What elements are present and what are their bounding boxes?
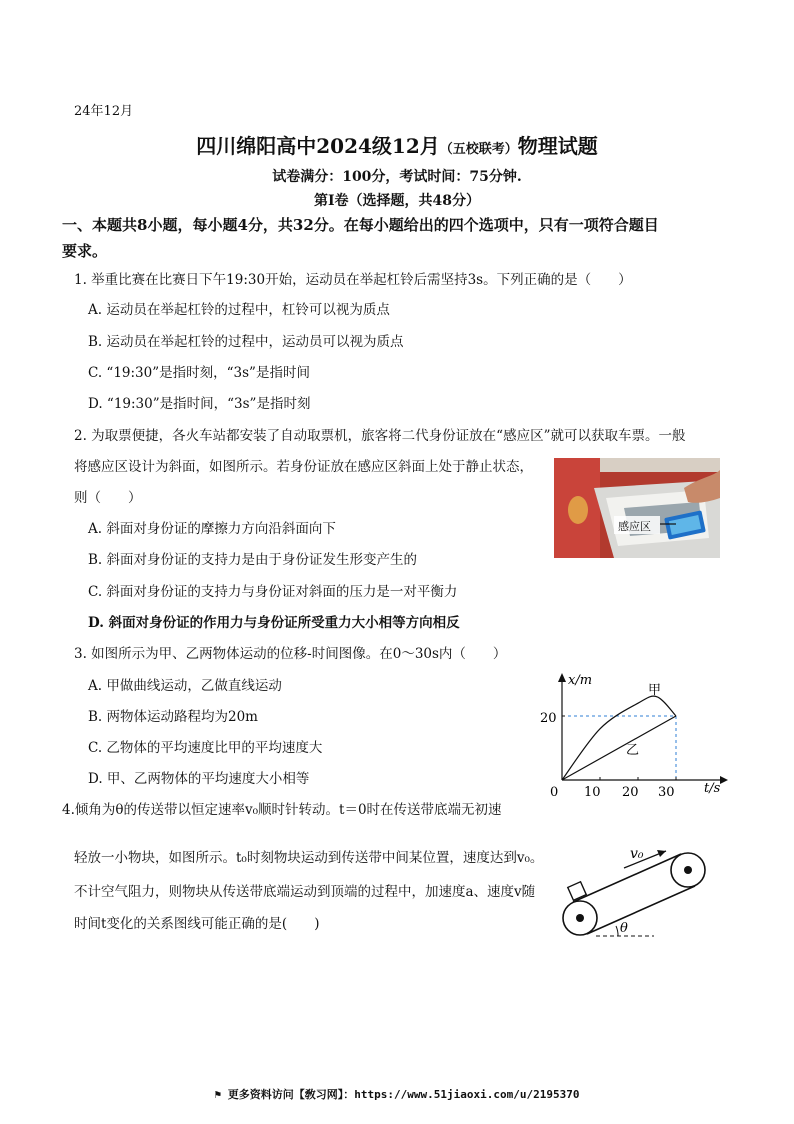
q2-stem-line1: 2. 为取票便捷，各火车站都安装了自动取票机，旅客将二代身份证放在“感应区”就可以获取车票。一般 <box>74 428 686 444</box>
q2-stem-line3: 则（ ） <box>74 490 142 506</box>
q3-option-b: B. 两物体运动路程均为20m <box>88 709 258 725</box>
q4-line4: 时间t变化的关系图线可能正确的是( ) <box>74 916 320 932</box>
q3-option-c: C. 乙物体的平均速度比甲的平均速度大 <box>88 740 323 756</box>
belt-upper-edge <box>573 854 681 902</box>
q2-option-a: A. 斜面对身份证的摩擦力方向沿斜面向下 <box>88 521 336 537</box>
score-line: 试卷满分：100分，考试时间：75分钟. <box>272 169 522 185</box>
title-main-a: 四川绵阳高中2024级12月 <box>196 134 440 158</box>
theta-label: θ <box>620 921 628 936</box>
q3-stem: 3. 如图所示为甲、乙两物体运动的位移-时间图像。在0～30s内（ ） <box>74 646 507 662</box>
footer-text: 更多资料访问【敎习网】：https://www.51jiaoxi.com/u/2195370 <box>227 1088 580 1101</box>
bottom-roller-axle <box>576 914 584 922</box>
photo-label-sensor-area: 感应区 <box>618 520 651 533</box>
q2-stem-line2: 将感应区设计为斜面，如图所示。若身份证放在感应区斜面上处于静止状态， <box>74 459 533 475</box>
xt-graph <box>540 670 730 800</box>
graph-origin: 0 <box>550 785 559 800</box>
title-main-b: 物理试题 <box>517 134 598 158</box>
series-yi-line <box>562 716 676 780</box>
top-roller-axle <box>684 866 692 874</box>
section-instruction-line1: 一、本题共8小题，每小题4分，共32分。在每小题给出的四个选项中，只有一项符合题目 <box>62 216 659 234</box>
graph-x-arrow <box>720 776 728 784</box>
title-paren: （五校联考） <box>439 142 518 157</box>
volume-line: 第Ⅰ卷（选择题，共48分） <box>313 193 481 209</box>
flag-icon: ⚑ <box>214 1088 228 1101</box>
theta-arc <box>616 926 618 936</box>
footer-link[interactable] <box>0 1086 794 1102</box>
exam-date: 24年12月 <box>74 104 134 119</box>
exam-title <box>0 130 794 159</box>
graph-ytick-20: 20 <box>540 711 557 726</box>
conveyor-belt-figure <box>556 838 726 944</box>
series-yi-label: 乙 <box>626 743 640 758</box>
graph-xtick-30: 30 <box>658 785 675 800</box>
q1-option-a: A. 运动员在举起杠铃的过程中，杠铃可以视为质点 <box>88 302 390 318</box>
q1-stem: 1. 举重比赛在比赛日下午19:30开始，运动员在举起杠铃后需坚持3s。下列正确的是（ ） <box>74 272 632 288</box>
graph-xlabel: t/s <box>704 781 721 796</box>
q1-option-d: D. “19:30”是指时间，“3s”是指时刻 <box>88 396 311 412</box>
belt-lower-edge <box>587 886 695 934</box>
q2-option-d: D. 斜面对身份证的作用力与身份证所受重力大小相等方向相反 <box>88 615 460 631</box>
graph-ylabel: x/m <box>568 673 593 688</box>
q4-line1: 4.倾角为θ的传送带以恒定速率v₀顺时针转动。t＝0时在传送带底端无初速 <box>62 802 502 818</box>
q4-line3: 不计空气阻力，则物块从传送带底端运动到顶端的过程中，加速度a、速度v随 <box>74 884 536 900</box>
q2-option-c: C. 斜面对身份证的支持力与身份证对斜面的压力是一对平衡力 <box>88 584 458 600</box>
graph-y-arrow <box>558 673 566 682</box>
q2-option-b: B. 斜面对身份证的支持力是由于身份证发生形变产生的 <box>88 552 418 568</box>
section-instruction-line2: 要求。 <box>62 242 108 260</box>
series-jia-label: 甲 <box>648 683 662 698</box>
graph-xtick-10: 10 <box>584 785 601 800</box>
q1-option-c: C. “19:30”是指时刻，“3s”是指时间 <box>88 365 310 381</box>
series-jia-line <box>562 696 676 780</box>
q3-option-a: A. 甲做曲线运动，乙做直线运动 <box>88 678 282 694</box>
ticket-machine-photo <box>554 458 720 558</box>
q4-line2: 轻放一小物块，如图所示。t₀时刻物块运动到传送带中间某位置，速度达到v₀。 <box>74 850 544 866</box>
q3-option-d: D. 甲、乙两物体的平均速度大小相等 <box>88 771 310 787</box>
q1-option-b: B. 运动员在举起杠铃的过程中，运动员可以视为质点 <box>88 334 404 350</box>
v0-label: v₀ <box>630 846 644 862</box>
graph-xtick-20: 20 <box>622 785 639 800</box>
